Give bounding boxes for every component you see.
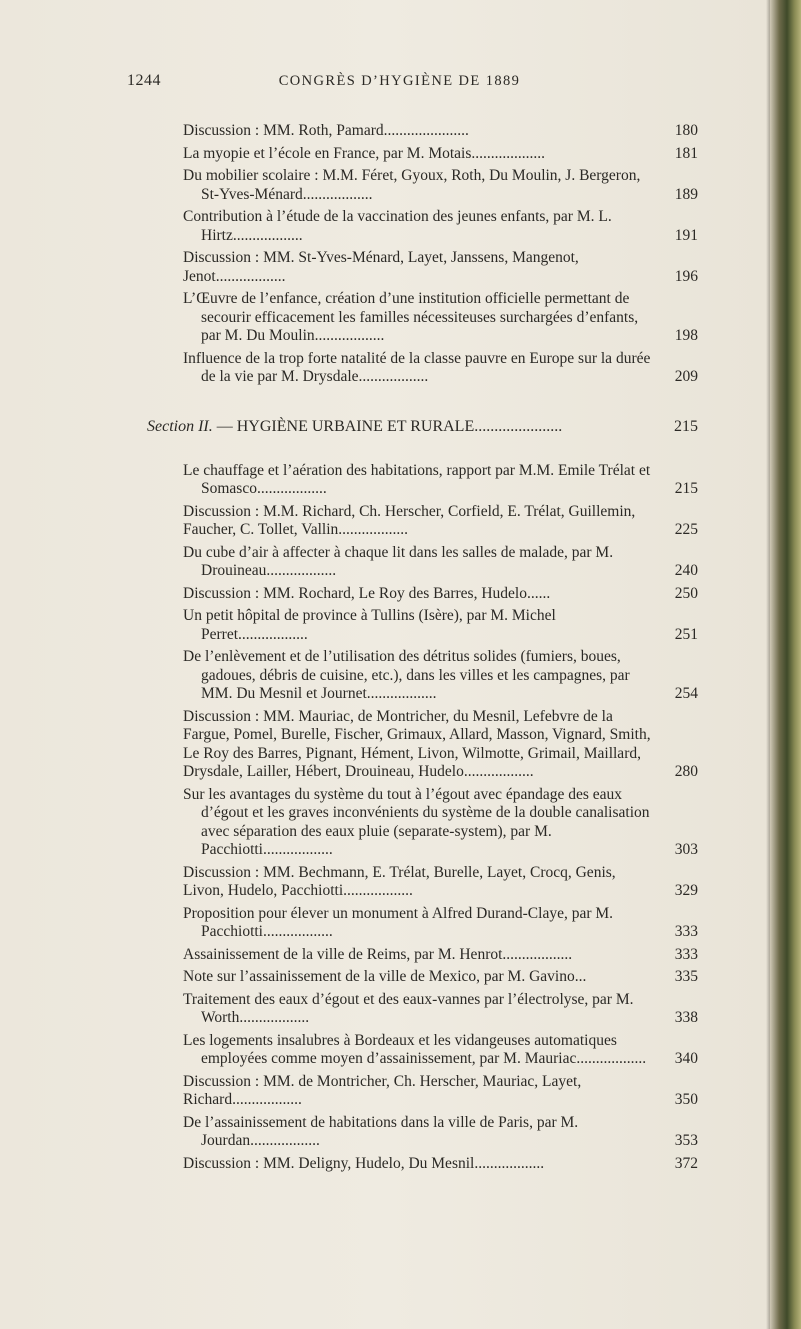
page-number: 1244 bbox=[127, 72, 161, 89]
toc-entry-text: Le chauffage et l’aération des habitations, rapport par M.M. Emile Trélat et Somasco.................. bbox=[183, 461, 651, 497]
toc-entry-page: 280 bbox=[674, 763, 698, 780]
toc-entry bbox=[183, 1073, 698, 1110]
toc-entry-page: 340 bbox=[674, 1050, 698, 1067]
toc-entry bbox=[183, 786, 698, 860]
toc-entry-page: 196 bbox=[674, 267, 698, 285]
toc-part-2 bbox=[183, 462, 698, 1174]
toc-entry bbox=[183, 462, 698, 499]
toc-entry bbox=[183, 991, 698, 1028]
toc-entry-text: Traitement des eaux d’égout et des eaux-vannes par l’électrolyse, par M. Worth.................. bbox=[183, 990, 634, 1026]
toc-entry bbox=[183, 864, 698, 901]
toc-entry bbox=[183, 122, 698, 141]
toc-entry-page: 338 bbox=[674, 1009, 698, 1026]
toc-entry bbox=[183, 585, 698, 604]
section-label: Section II. bbox=[147, 417, 213, 435]
toc-entry bbox=[183, 145, 698, 164]
toc-entry-page: 181 bbox=[674, 144, 698, 162]
toc-entry bbox=[183, 167, 698, 204]
toc-entry bbox=[183, 1155, 698, 1174]
toc-entry-text: Discussion : MM. St-Yves-Ménard, Layet, Janssens, Mangenot, Jenot.................. bbox=[183, 249, 579, 285]
toc-entry-text: Du mobilier scolaire : M.M. Féret, Gyoux, Roth, Du Moulin, J. Bergeron, St-Yves-Ménard.................. bbox=[183, 167, 641, 203]
toc-entry-page: 254 bbox=[674, 685, 698, 702]
toc-entry-text: Proposition pour élever un monument à Alfred Durand-Claye, par M. Pacchiotti.................. bbox=[183, 904, 614, 940]
toc-entry-text: Discussion : MM. de Montricher, Ch. Herscher, Mauriac, Layet, Richard.................. bbox=[183, 1072, 582, 1108]
running-header bbox=[127, 72, 672, 94]
toc-entry bbox=[183, 708, 698, 782]
toc-entry-text: Un petit hôpital de province à Tullins (Isère), par M. Michel Perret.................. bbox=[183, 607, 556, 643]
toc-entry-text: Discussion : MM. Deligny, Hudelo, Du Mesnil.................. bbox=[183, 1154, 545, 1172]
toc-entry-text: Discussion : M.M. Richard, Ch. Herscher, Corfield, E. Trélat, Guillemin, Faucher, C. Tollet, Vallin.................. bbox=[183, 502, 636, 538]
toc-entry bbox=[183, 544, 698, 581]
toc-entry bbox=[183, 1032, 698, 1069]
toc-entry-page: 333 bbox=[674, 945, 698, 963]
book-spine-edge bbox=[770, 0, 801, 1329]
toc-entry-text: Discussion : MM. Bechmann, E. Trélat, Burelle, Layet, Crocq, Genis, Livon, Hudelo, Pacchiotti.................. bbox=[183, 863, 616, 899]
toc-entry-page: 329 bbox=[674, 882, 698, 899]
toc-entry-text: De l’assainissement de habitations dans la ville de Paris, par M. Jourdan.................. bbox=[183, 1113, 579, 1149]
toc-entry bbox=[183, 607, 698, 644]
toc-entry-text: Discussion : MM. Roth, Pamard...................... bbox=[183, 122, 469, 139]
toc-entry bbox=[183, 350, 698, 387]
toc-entry-page: 191 bbox=[674, 226, 698, 244]
toc-entry-page: 189 bbox=[674, 185, 698, 203]
toc-entry-text: Discussion : MM. Rochard, Le Roy des Barres, Hudelo...... bbox=[183, 584, 551, 602]
toc-entry-page: 180 bbox=[674, 122, 698, 139]
toc-entry-text: La myopie et l’école en France, par M. Motais................... bbox=[183, 144, 545, 162]
toc-entry bbox=[183, 905, 698, 942]
toc-entry-page: 240 bbox=[674, 562, 698, 579]
toc-entry-page: 353 bbox=[674, 1132, 698, 1149]
toc-entry-page: 372 bbox=[674, 1154, 698, 1172]
section-title: — HYGIÈNE URBAINE ET RURALE...................... bbox=[212, 417, 563, 435]
toc-entry-text: De l’enlèvement et de l’utilisation des détritus solides (fumiers, boues, gadoues, débris de cuisine, etc.), dans les villes et les campagnes, par MM. Du Mesnil et Journet.................. bbox=[183, 648, 630, 702]
section-heading bbox=[147, 417, 698, 436]
toc-entry-page: 350 bbox=[674, 1091, 698, 1108]
table-of-contents bbox=[147, 122, 698, 1177]
running-title: CONGRÈS D’HYGIÈNE DE 1889 bbox=[278, 73, 521, 89]
toc-entry-page: 251 bbox=[674, 625, 698, 643]
toc-entry-page: 209 bbox=[674, 368, 698, 385]
toc-entry-text: Les logements insalubres à Bordeaux et les vidangeuses automatiques employées comme moyen d’assainissement, par M. Mauriac.................. bbox=[183, 1031, 647, 1067]
toc-entry-text: Assainissement de la ville de Reims, par M. Henrot.................. bbox=[183, 945, 573, 963]
toc-entry bbox=[183, 1114, 698, 1151]
toc-entry-text: Discussion : MM. Mauriac, de Montricher, du Mesnil, Lefebvre de la Fargue, Pomel, Burelle, Fischer, Grimaux, Allard, Masson, Vignard, Smith, Le Roy des Barres, Pignant, Hément, Livon, Wilmotte, Grimail, Maillard, Drysdale, Lailler, Hébert, Drouineau, Hudelo.................. bbox=[183, 707, 651, 780]
toc-entry-text: Influence de la trop forte natalité de la classe pauvre en Europe sur la durée de la vie par M. Drysdale.................. bbox=[183, 349, 651, 385]
toc-entry bbox=[183, 208, 698, 245]
toc-entry-text: L’Œuvre de l’enfance, création d’une institution officielle permettant de secourir efficacement les familles nécessiteuses surchargées d’enfants, par M. Du Moulin.................. bbox=[183, 290, 639, 344]
toc-entry-text: Contribution à l’étude de la vaccination des jeunes enfants, par M. L. Hirtz.................. bbox=[183, 208, 612, 244]
toc-entry-page: 215 bbox=[674, 480, 698, 497]
toc-entry bbox=[183, 503, 698, 540]
toc-entry bbox=[183, 946, 698, 965]
toc-entry-page: 335 bbox=[674, 968, 698, 985]
toc-part-1 bbox=[183, 122, 698, 387]
toc-entry-text: Note sur l’assainissement de la ville de Mexico, par M. Gavino... bbox=[183, 968, 587, 985]
toc-entry-page: 225 bbox=[674, 521, 698, 538]
toc-entry bbox=[183, 249, 698, 286]
toc-entry bbox=[183, 968, 698, 987]
toc-entry-page: 198 bbox=[674, 327, 698, 344]
toc-entry-text: Du cube d’air à affecter à chaque lit dans les salles de malade, par M. Drouineau.................. bbox=[183, 543, 614, 579]
toc-entry bbox=[183, 290, 698, 346]
toc-entry bbox=[183, 648, 698, 704]
toc-entry-page: 303 bbox=[674, 841, 698, 858]
toc-entry-page: 250 bbox=[674, 584, 698, 602]
toc-entry-text: Sur les avantages du système du tout à l’égout avec épandage des eaux d’égout et les graves inconvénients du système de la double canalisation avec séparation des eaux pluie (separate-system), par M. Pacchiotti.................. bbox=[183, 785, 650, 858]
toc-entry-page: 333 bbox=[674, 923, 698, 940]
section-page: 215 bbox=[674, 417, 698, 435]
